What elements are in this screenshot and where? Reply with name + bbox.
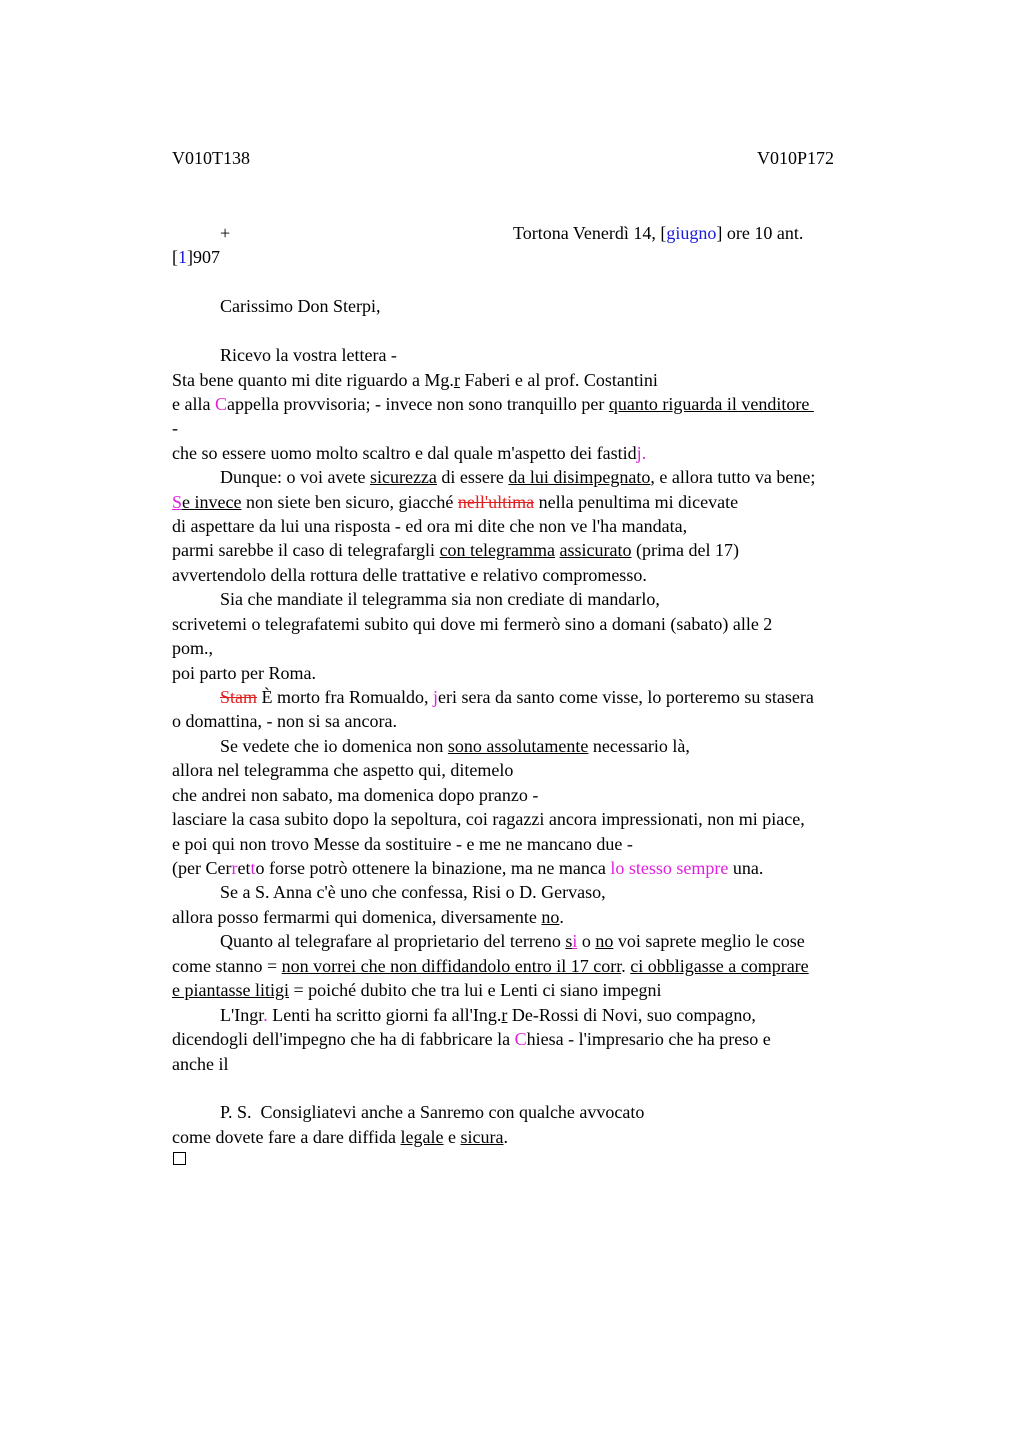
text-line: Stam È morto fra Romualdo, jeri sera da santo come visse, lo porteremo su stasera xyxy=(220,687,814,707)
text-line: Quanto al telegrafare al proprietario del terreno si o no voi saprete meglio le cose xyxy=(220,931,805,951)
dateline: Tortona Venerdì 14, [giugno] ore 10 ant. xyxy=(513,223,804,243)
text-line: di aspettare da lui una risposta - ed ora mi dite che non ve l'ha mandata, xyxy=(172,516,688,536)
salutation: Carissimo Don Sterpi, xyxy=(220,296,381,316)
deleted-text: Stam xyxy=(220,687,258,707)
month-editorial: giugno xyxy=(666,223,717,243)
postscript-line: come dovete fare a dare diffida legale e sicura. xyxy=(172,1127,509,1147)
postscript-line: P. S. Consigliatevi anche a Sanremo con qualche avvocato xyxy=(220,1102,645,1122)
deleted-text: nell'ultima xyxy=(457,492,535,512)
text-line: avvertendolo della rottura delle trattative e relativo compromesso. xyxy=(172,565,647,585)
text-line: scrivetemi o telegrafatemi subito qui dove mi fermerò sino a domani (sabato) alle 2 xyxy=(172,614,773,634)
text-line: o domattina, - non si sa ancora. xyxy=(172,711,397,731)
text-line: e poi qui non trovo Messe da sostituire - e me ne mancano due - xyxy=(172,834,633,854)
text-line: Dunque: o voi avete sicurezza di essere da lui disimpegnato, e allora tutto va bene; xyxy=(220,467,816,487)
text-line: allora nel telegramma che aspetto qui, ditemelo xyxy=(172,760,514,780)
document-code-left: V010T138 xyxy=(172,148,250,168)
text-line: Se vedete che io domenica non sono assolutamente necessario là, xyxy=(220,736,690,756)
text-line: Sia che mandiate il telegramma sia non crediate di mandarlo, xyxy=(220,589,660,609)
text-line: Sta bene quanto mi dite riguardo a Mg.r Faberi e al prof. Costantini xyxy=(172,370,658,390)
text-line: - xyxy=(172,418,178,438)
document-code-right: V010P172 xyxy=(757,148,835,168)
text-line: allora posso fermarmi qui domenica, diversamente no. xyxy=(172,907,564,927)
dateline-year: [1]907 xyxy=(172,247,220,267)
text-line: e piantasse litigi = poiché dubito che tra lui e Lenti ci siano impegni xyxy=(172,980,662,1000)
text-line: dicendogli dell'impegno che ha di fabbricare la Chiesa - l'impresario che ha preso e xyxy=(172,1029,771,1049)
text-line: lasciare la casa subito dopo la sepoltura, coi ragazzi ancora impressionati, non mi piace, xyxy=(172,809,805,829)
text-line: pom., xyxy=(172,638,214,658)
text-line: (per Cerretto forse potrò ottenere la binazione, ma ne manca lo stesso sempre una. xyxy=(172,858,764,878)
text-line: poi parto per Roma. xyxy=(172,663,316,683)
text-line: Se invece non siete ben sicuro, giacché nell'ultima nella penultima mi dicevate xyxy=(172,492,739,512)
text-line: come stanno = non vorrei che non diffidandolo entro il 17 corr. ci obbligasse a comprare xyxy=(172,956,809,976)
text-line: L'Ingr. Lenti ha scritto giorni fa all'Ing.r De-Rossi di Novi, suo compagno, xyxy=(220,1005,756,1025)
text-line: che andrei non sabato, ma domenica dopo pranzo - xyxy=(172,785,539,805)
text-line: anche il xyxy=(172,1054,229,1074)
text-line: parmi sarebbe il caso di telegrafargli con telegramma assicurato (prima del 17) xyxy=(172,540,739,560)
text-line: Ricevo la vostra lettera - xyxy=(220,345,397,365)
cross-mark: + xyxy=(220,223,231,243)
text-line: che so essere uomo molto scaltro e dal quale m'aspetto dei fastidj. xyxy=(172,443,647,463)
text-line: Se a S. Anna c'è uno che confessa, Risi o D. Gervaso, xyxy=(220,882,606,902)
text-line: e alla Cappella provvisoria; - invece non sono tranquillo per quanto riguarda il venditore xyxy=(172,394,814,414)
end-box-icon xyxy=(173,1152,186,1165)
